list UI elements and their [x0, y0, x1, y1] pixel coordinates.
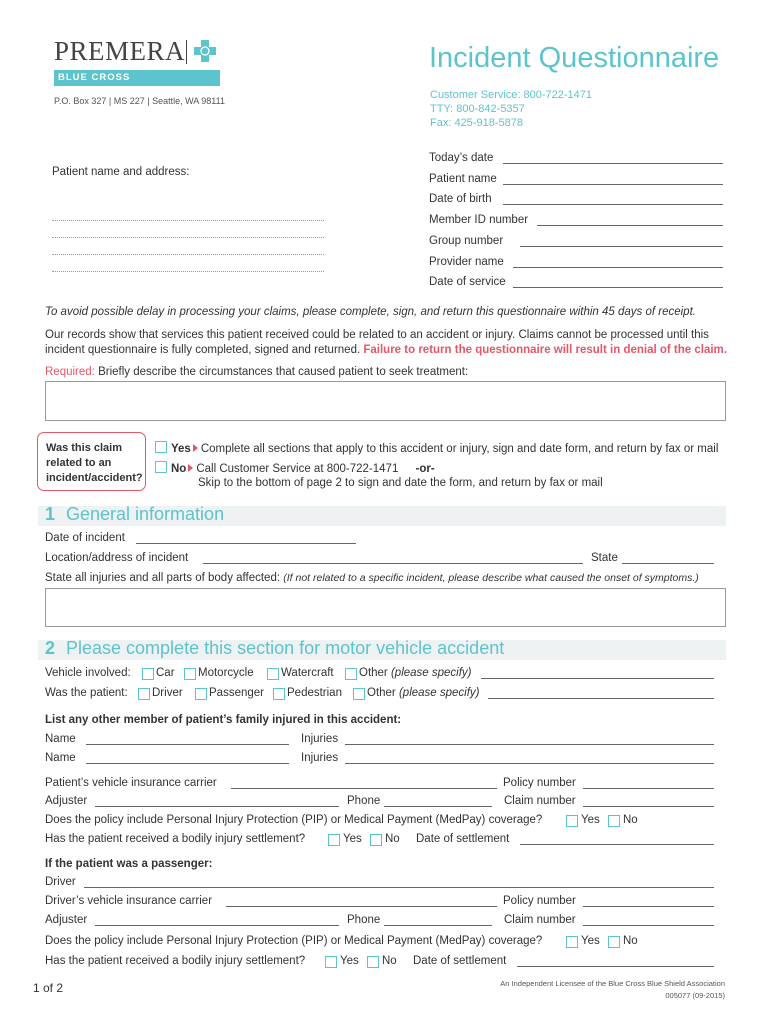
- driver-phone-label: Phone: [347, 914, 381, 926]
- driver-name-field[interactable]: [84, 887, 714, 888]
- arrow-right-icon: [188, 464, 193, 472]
- family-name-field-2[interactable]: [86, 763, 289, 764]
- patient-address-line[interactable]: [52, 254, 324, 255]
- patient-other-label: [367, 687, 480, 699]
- yes-checkbox[interactable]: [155, 441, 167, 453]
- no-instructions-2: Skip to the bottom of page 2 to sign and date the form, and return by fax or mail: [198, 477, 603, 489]
- yes-option-row: [155, 441, 718, 455]
- driver-insurance-field[interactable]: [226, 906, 497, 907]
- required-prompt: [45, 366, 468, 378]
- vehicle-specify-hint: (please specify): [390, 667, 472, 679]
- driver-settlement-question: Has the patient received a bodily injury settlement?: [45, 955, 306, 967]
- driver-settlement-yes-label: Yes: [340, 955, 359, 967]
- or-label: -or-: [415, 463, 435, 475]
- driver-policy-number-label: Policy number: [503, 895, 576, 907]
- no-instructions: Call Customer Service at 800-722-1471: [196, 463, 399, 475]
- date-of-service-label: Date of service: [429, 276, 506, 288]
- section-2-number: 2: [45, 638, 56, 658]
- driver-pip-no-label: No: [623, 935, 638, 947]
- section-1-number: 1: [45, 504, 56, 524]
- logo-band: [54, 70, 220, 86]
- group-number-field[interactable]: [520, 246, 723, 247]
- family-injuries-label: Injuries: [301, 733, 339, 745]
- section-2-header: [38, 640, 726, 660]
- question-line-2: related to an: [46, 457, 112, 469]
- car-checkbox[interactable]: [142, 668, 154, 680]
- member-id-label: Member ID number: [429, 214, 529, 226]
- driver-phone-field[interactable]: [384, 925, 492, 926]
- state-label: State: [591, 552, 618, 564]
- family-name-field-1[interactable]: [86, 744, 289, 745]
- section-1-title: General information: [66, 504, 225, 524]
- family-injuries-field-1[interactable]: [345, 744, 714, 745]
- passenger-checkbox[interactable]: [195, 688, 207, 700]
- member-id-field[interactable]: [537, 225, 723, 226]
- patient-name-address-label: Patient name and address:: [52, 166, 190, 178]
- settlement-yes-label: Yes: [343, 833, 362, 845]
- family-injuries-field-2[interactable]: [345, 763, 714, 764]
- state-field[interactable]: [622, 563, 714, 564]
- driver-settlement-date-field[interactable]: [517, 966, 714, 967]
- vehicle-other-text: Other: [359, 667, 388, 679]
- driver-checkbox[interactable]: [138, 688, 150, 700]
- date-of-incident-label: Date of incident: [45, 532, 125, 544]
- question-line-3: incident/accident?: [46, 472, 143, 484]
- claim-number-label: Claim number: [504, 795, 576, 807]
- driver-settlement-date-label: Date of settlement: [413, 955, 507, 967]
- driver-pip-no-checkbox[interactable]: [608, 936, 620, 948]
- group-number-label: Group number: [429, 235, 504, 247]
- tty-phone: TTY: 800-842-5357: [430, 103, 525, 115]
- driver-policy-number-field[interactable]: [583, 906, 714, 907]
- settlement-no-label: No: [385, 833, 400, 845]
- pip-no-checkbox[interactable]: [608, 815, 620, 827]
- vehicle-other-checkbox[interactable]: [345, 668, 357, 680]
- records-text: [45, 328, 727, 357]
- date-of-birth-label: Date of birth: [429, 193, 492, 205]
- records-line-2: incident questionnaire is fully completed, signed and returned.: [45, 343, 361, 356]
- customer-service-phone: Customer Service: 800-722-1471: [430, 89, 593, 101]
- page-number: 1 of 2: [33, 981, 64, 995]
- driver-adjuster-label: Adjuster: [45, 914, 88, 926]
- motorcycle-label: Motorcycle: [198, 667, 254, 679]
- motorcycle-checkbox[interactable]: [184, 668, 196, 680]
- settlement-question: Has the patient received a bodily injury settlement?: [45, 833, 306, 845]
- injuries-hint: (If not related to a specific incident, please describe what caused the onset of symptoms.): [283, 572, 699, 584]
- cross-icon: [193, 39, 217, 63]
- adjuster-label: Adjuster: [45, 795, 88, 807]
- location-field[interactable]: [203, 563, 583, 564]
- driver-settlement-no-label: No: [382, 955, 397, 967]
- patient-name-label: Patient name: [429, 173, 497, 185]
- logo-divider: [186, 40, 187, 64]
- form-code: 005077 (09-2015): [665, 991, 725, 1000]
- driver-insurance-label: Driver’s vehicle insurance carrier: [45, 895, 213, 907]
- settlement-yes-checkbox[interactable]: [328, 834, 340, 846]
- phone-label: Phone: [347, 795, 381, 807]
- no-label: No: [171, 463, 187, 475]
- family-injured-heading: List any other member of patient’s family injured in this accident:: [45, 714, 402, 726]
- driver-pip-yes-checkbox[interactable]: [566, 936, 578, 948]
- location-label: Location/address of incident: [45, 552, 189, 564]
- phone-field[interactable]: [384, 806, 492, 807]
- vehicle-other-field[interactable]: [481, 678, 714, 679]
- injuries-textbox[interactable]: [45, 588, 726, 627]
- todays-date-label: Today’s date: [429, 152, 494, 164]
- watercraft-checkbox[interactable]: [267, 668, 279, 680]
- driver-settlement-yes-checkbox[interactable]: [325, 956, 337, 968]
- section-1-header: [38, 506, 726, 526]
- driver-pip-yes-label: Yes: [581, 935, 600, 947]
- date-of-incident-field[interactable]: [136, 543, 356, 544]
- driver-name-label: Driver: [45, 876, 76, 888]
- no-checkbox[interactable]: [155, 461, 167, 473]
- patient-address-line[interactable]: [52, 220, 324, 221]
- patient-role-label: Was the patient:: [45, 687, 128, 699]
- logo-wordmark: PREMERA: [54, 36, 186, 66]
- patient-insurance-field[interactable]: [231, 788, 497, 789]
- settlement-no-checkbox[interactable]: [370, 834, 382, 846]
- circumstances-textbox[interactable]: [45, 381, 726, 421]
- incident-question-box: [37, 432, 146, 491]
- premera-logo: [52, 36, 220, 88]
- policy-number-field[interactable]: [583, 788, 714, 789]
- licensee-text: An Independent Licensee of the Blue Cross Blue Shield Association: [500, 979, 725, 988]
- injuries-label: State all injuries and all parts of body affected:: [45, 572, 281, 584]
- watercraft-label: Watercraft: [281, 667, 334, 679]
- page-title: Incident Questionnaire: [429, 42, 720, 74]
- driver-claim-number-field[interactable]: [583, 925, 714, 926]
- arrow-right-icon: [193, 444, 198, 452]
- denial-warning: Failure to return the questionnaire will result in denial of the claim.: [363, 343, 727, 356]
- pip-yes-checkbox[interactable]: [566, 815, 578, 827]
- settlement-date-label: Date of settlement: [416, 833, 510, 845]
- provider-name-label: Provider name: [429, 256, 504, 268]
- driver-adjuster-field[interactable]: [95, 925, 339, 926]
- vehicle-other-label: [359, 667, 472, 679]
- no-option-row: [155, 461, 435, 475]
- claim-number-field[interactable]: [583, 806, 714, 807]
- injuries-prompt: [45, 572, 699, 584]
- policy-number-label: Policy number: [503, 777, 576, 789]
- driver-label: Driver: [152, 687, 183, 699]
- patient-specify-hint: (please specify): [398, 687, 480, 699]
- records-line-1: Our records show that services this patient received could be related to an accident or injury. Claims cannot be processed until this: [45, 329, 709, 341]
- family-name-label: Name: [45, 752, 76, 764]
- driver-pip-question: Does the policy include Personal Injury Protection (PIP) or Medical Payment (MedPay) coverage?: [45, 935, 543, 947]
- patient-insurance-label: Patient’s vehicle insurance carrier: [45, 777, 217, 789]
- incident-question-text: [46, 441, 143, 486]
- logo-subtitle: BLUE CROSS: [58, 72, 131, 83]
- todays-date-field[interactable]: [503, 163, 723, 164]
- settlement-date-field[interactable]: [520, 844, 714, 845]
- pedestrian-checkbox[interactable]: [273, 688, 285, 700]
- required-label: Required:: [45, 366, 95, 378]
- return-notice: To avoid possible delay in processing your claims, please complete, sign, and return this questionnaire within 45 days of receipt.: [45, 306, 696, 318]
- pip-no-label: No: [623, 814, 638, 826]
- date-of-service-field[interactable]: [513, 287, 723, 288]
- date-of-birth-field[interactable]: [503, 204, 723, 205]
- mailing-address: P.O. Box 327 | MS 227 | Seattle, WA 98111: [54, 96, 225, 106]
- patient-other-field[interactable]: [488, 698, 714, 699]
- vehicle-involved-label: Vehicle involved:: [45, 667, 131, 679]
- patient-address-line[interactable]: [52, 271, 324, 272]
- fax-number: Fax: 425-918-5878: [430, 117, 523, 129]
- yes-instructions: Complete all sections that apply to this accident or injury, sign and date form, and return by fax or mail: [200, 443, 719, 455]
- yes-label: Yes: [171, 443, 191, 455]
- question-line-1: Was this claim: [46, 442, 123, 454]
- pip-yes-label: Yes: [581, 814, 600, 826]
- patient-other-text: Other: [367, 687, 396, 699]
- provider-name-field[interactable]: [513, 267, 723, 268]
- patient-address-line[interactable]: [52, 237, 324, 238]
- passenger-label: Passenger: [209, 687, 264, 699]
- patient-name-field[interactable]: [503, 184, 723, 185]
- pip-question: Does the policy include Personal Injury Protection (PIP) or Medical Payment (MedPay) coverage?: [45, 814, 543, 826]
- required-text: Briefly describe the circumstances that caused patient to seek treatment:: [98, 366, 469, 378]
- passenger-heading: If the patient was a passenger:: [45, 858, 213, 870]
- car-label: Car: [156, 667, 175, 679]
- patient-other-checkbox[interactable]: [353, 688, 365, 700]
- driver-settlement-no-checkbox[interactable]: [367, 956, 379, 968]
- pedestrian-label: Pedestrian: [287, 687, 342, 699]
- driver-claim-number-label: Claim number: [504, 914, 576, 926]
- section-2-title: Please complete this section for motor vehicle accident: [66, 638, 505, 658]
- adjuster-field[interactable]: [95, 806, 339, 807]
- family-injuries-label: Injuries: [301, 752, 339, 764]
- family-name-label: Name: [45, 733, 76, 745]
